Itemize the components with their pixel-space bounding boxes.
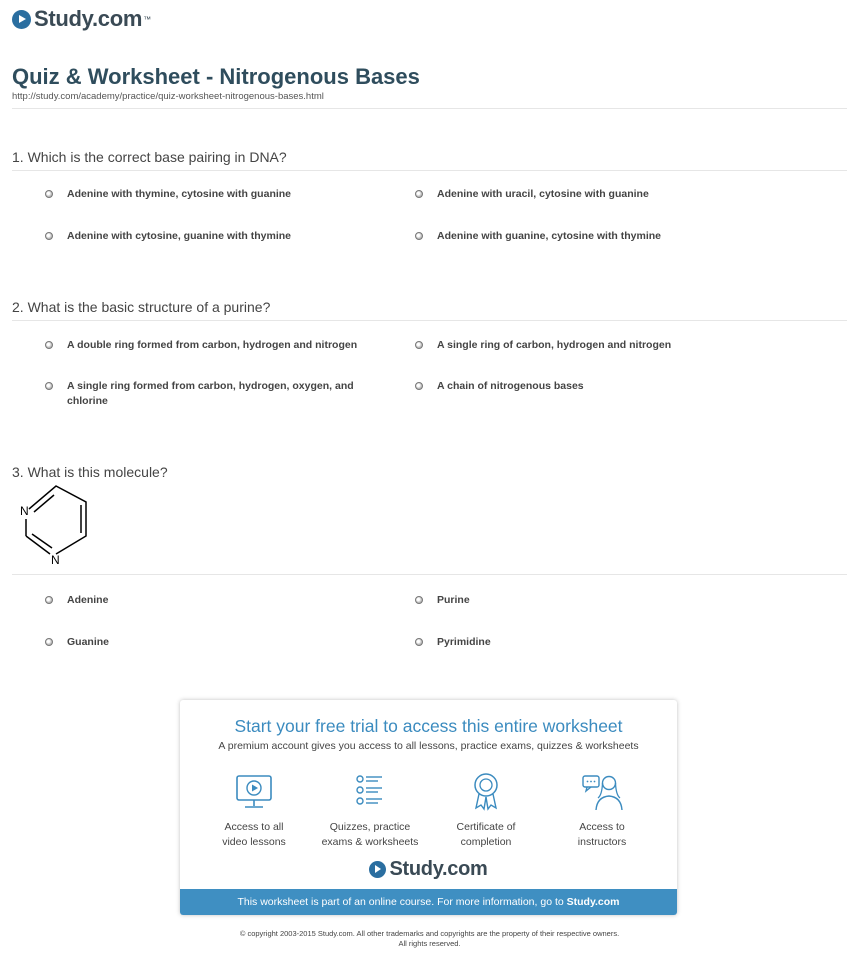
q1-option-c[interactable] bbox=[45, 229, 375, 244]
promo-title[interactable]: Start your free trial to access this entire worksheet bbox=[234, 716, 623, 736]
feature-label: Access to bbox=[579, 821, 625, 833]
feature-label: exams & worksheets bbox=[321, 836, 419, 848]
option-label: A chain of nitrogenous bases bbox=[437, 380, 584, 392]
radio-button[interactable] bbox=[45, 382, 53, 390]
option-label: A double ring formed from carbon, hydrogen and nitrogen bbox=[67, 339, 358, 351]
q1-option-a[interactable] bbox=[45, 187, 375, 202]
play-icon bbox=[12, 10, 31, 29]
q2-option-d[interactable] bbox=[415, 379, 745, 394]
logo-text: Study.com bbox=[34, 6, 143, 31]
free-trial-promo[interactable] bbox=[180, 700, 677, 915]
option-label: Adenine with cytosine, guanine with thymine bbox=[67, 230, 292, 242]
radio-button[interactable] bbox=[415, 341, 423, 349]
promo-logo-text: Study.com bbox=[389, 858, 488, 880]
feature-label: Quizzes, practice bbox=[329, 821, 411, 833]
page-url: http://study.com/academy/practice/quiz-worksheet-nitrogenous-bases.html bbox=[12, 91, 324, 102]
radio-button[interactable] bbox=[415, 232, 423, 240]
certificate-icon bbox=[464, 770, 508, 814]
radio-button[interactable] bbox=[45, 190, 53, 198]
q2-option-c[interactable] bbox=[45, 379, 375, 409]
option-label: Adenine bbox=[67, 594, 109, 606]
q1-option-b[interactable] bbox=[415, 187, 745, 202]
option-label: Adenine with guanine, cytosine with thymine bbox=[437, 230, 662, 242]
radio-button[interactable] bbox=[45, 638, 53, 646]
q3-option-a[interactable] bbox=[45, 593, 375, 608]
pyrimidine-molecule-diagram bbox=[16, 480, 96, 570]
promo-logo[interactable] bbox=[180, 858, 677, 881]
nitrogen-atom-label: N bbox=[20, 504, 29, 518]
question-3: 3. What is this molecule? bbox=[12, 464, 168, 480]
site-logo[interactable] bbox=[12, 6, 151, 32]
feature-certificate bbox=[426, 770, 546, 850]
feature-label: video lessons bbox=[222, 836, 286, 848]
copyright-notice bbox=[0, 929, 859, 949]
quiz-list-icon bbox=[348, 770, 392, 814]
question-1: 1. Which is the correct base pairing in DNA? bbox=[12, 149, 287, 165]
divider bbox=[12, 170, 847, 171]
option-label: A single ring of carbon, hydrogen and nitrogen bbox=[437, 339, 672, 351]
divider bbox=[12, 574, 847, 575]
divider bbox=[12, 320, 847, 321]
radio-button[interactable] bbox=[415, 638, 423, 646]
copyright-line: All rights reserved. bbox=[398, 939, 461, 948]
option-label: Pyrimidine bbox=[437, 636, 491, 648]
double-bond bbox=[32, 534, 52, 548]
feature-label: Certificate of bbox=[456, 821, 516, 833]
feature-label: completion bbox=[460, 836, 512, 848]
promo-footer bbox=[180, 889, 677, 915]
option-label: Adenine with uracil, cytosine with guanine bbox=[437, 188, 649, 200]
nitrogen-atom-label: N bbox=[51, 553, 60, 567]
radio-button[interactable] bbox=[45, 232, 53, 240]
promo-subtitle: A premium account gives you access to all lessons, practice exams, quizzes & worksheets bbox=[218, 740, 639, 752]
feature-video-lessons bbox=[194, 770, 314, 850]
radio-button[interactable] bbox=[45, 341, 53, 349]
video-lesson-icon bbox=[232, 770, 276, 814]
q3-option-b[interactable] bbox=[415, 593, 745, 608]
option-label: A single ring formed from carbon, hydrogen, oxygen, and chlorine bbox=[67, 380, 354, 407]
instructor-icon bbox=[580, 770, 624, 814]
q3-option-c[interactable] bbox=[45, 635, 375, 650]
double-bond bbox=[34, 495, 54, 512]
option-label: Adenine with thymine, cytosine with guanine bbox=[67, 188, 292, 200]
play-icon bbox=[369, 861, 386, 878]
radio-button[interactable] bbox=[415, 190, 423, 198]
promo-footer-text: This worksheet is part of an online course. For more information, go to bbox=[237, 896, 567, 908]
question-2: 2. What is the basic structure of a purine? bbox=[12, 299, 271, 315]
logo-trademark: ™ bbox=[143, 14, 152, 24]
feature-label: instructors bbox=[577, 836, 627, 848]
page-title: Quiz & Worksheet - Nitrogenous Bases bbox=[12, 64, 420, 89]
radio-button[interactable] bbox=[415, 596, 423, 604]
option-label: Guanine bbox=[67, 636, 110, 648]
copyright-line: © copyright 2003-2015 Study.com. All other trademarks and copyrights are the property of their respective owners. bbox=[239, 929, 620, 938]
q2-option-b[interactable] bbox=[415, 338, 745, 353]
divider bbox=[12, 108, 847, 109]
promo-footer-link[interactable]: Study.com bbox=[566, 896, 620, 908]
q2-option-a[interactable] bbox=[45, 338, 375, 353]
feature-instructors bbox=[542, 770, 662, 850]
radio-button[interactable] bbox=[415, 382, 423, 390]
option-label: Purine bbox=[437, 594, 470, 606]
q3-option-d[interactable] bbox=[415, 635, 745, 650]
radio-button[interactable] bbox=[45, 596, 53, 604]
feature-label: Access to all bbox=[224, 821, 284, 833]
feature-quizzes bbox=[310, 770, 430, 850]
q1-option-d[interactable] bbox=[415, 229, 745, 244]
